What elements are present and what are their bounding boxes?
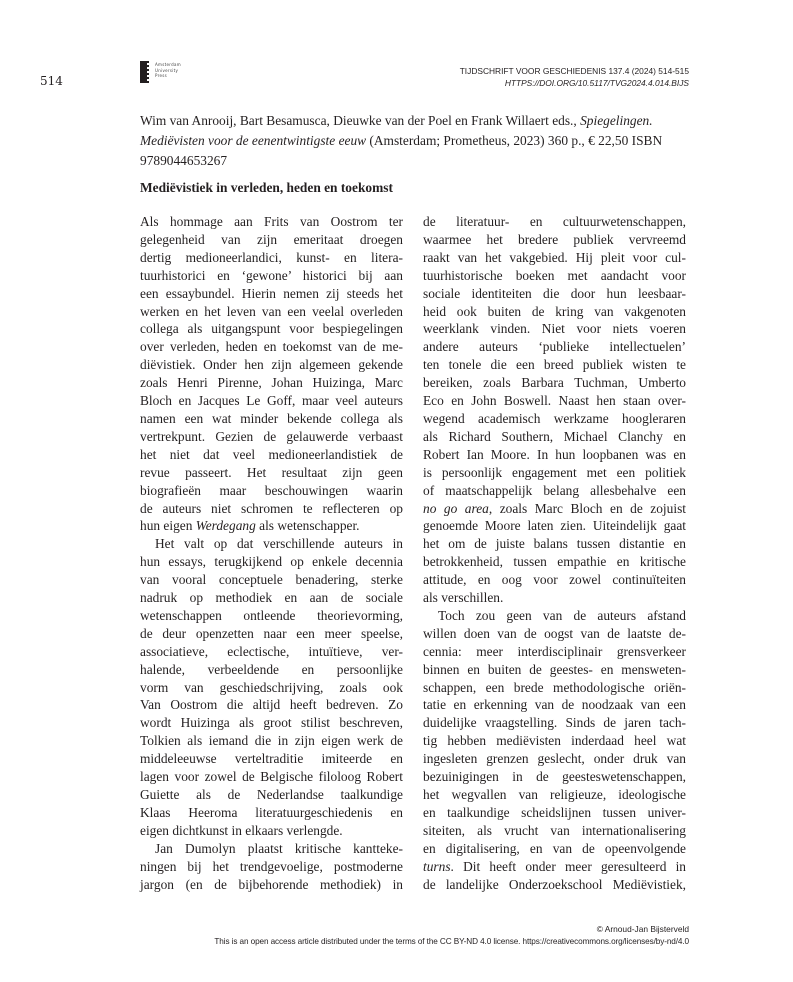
aup-logo-icon (140, 61, 147, 83)
text-line: over verleden, heden en toekomst van de me- (140, 339, 403, 355)
text-line: werken en het leven van een veelal overleden (140, 303, 403, 319)
text-line: turns. Dit heeft onder meer geresulteerd in (423, 858, 686, 874)
text-line: ingesleten grenzen geslecht, onder druk van (423, 751, 686, 767)
text-line: en digitalisering, en van de opeenvolgende (423, 840, 686, 856)
text-line: willen doen van de oogst van de laatste de- (423, 625, 686, 641)
book-citation (140, 111, 688, 171)
body-column-left (140, 213, 403, 893)
text-line: Als hommage aan Frits van Oostrom ter (140, 214, 403, 229)
text-line: Robert Ian Moore. In hun loopbanen was en (423, 446, 686, 462)
logo-line: Press (155, 73, 168, 78)
logo-line: University (155, 67, 179, 73)
book-authors: Wim van Anrooij, Bart Besamusca, Dieuwke van der Poel en Frank Willaert eds., (140, 113, 581, 128)
text-line: waarmee het bredere publiek vervreemd (423, 231, 686, 247)
text-line: Guiette als de Nederlandse taalkundige (140, 787, 403, 802)
text-line: vorm van geschiedschrijving, zoals ook (140, 679, 403, 695)
publisher-logo (140, 61, 181, 83)
text-line: is persoonlijk engagement met een politiek (423, 464, 686, 480)
text-line: jargon (en de bijbehorende methodiek) in (140, 876, 403, 892)
publisher-logo-text (155, 62, 181, 79)
journal-header (460, 65, 689, 89)
journal-citation: TIJDSCHRIFT VOOR GESCHIEDENIS 137.4 (2024) 514-515 (459, 66, 689, 76)
doi-link[interactable]: HTTPS://DOI.ORG/10.5117/TVG2024.4.014.BIJS (504, 78, 689, 88)
text-line: zoals Henri Pirenne, Johan Huizinga, Marc (140, 375, 403, 391)
logo-line: Amsterdam (155, 62, 181, 67)
text-line: siteiten, als vrucht van internationalisering (423, 822, 686, 838)
italic-term: no go area (423, 500, 489, 516)
text-line: tig hebben mediëvisten inderdaad heel wat (423, 733, 686, 749)
text-line: tuurhistorici en ‘gewone’ historici bij aan (140, 267, 403, 283)
text-line: bezuinigingen in de geesteswetenschappen, (423, 769, 686, 785)
text-line: Tolkien als iemand die in zijn eigen werk de (140, 733, 403, 749)
license-notice: This is an open access article distributed under the terms of the CC BY-ND 4.0 license. https://creativecommons.org/licenses/by-nd/4.0 (214, 937, 689, 946)
text-line: wordt Huizinga als groot stilist beschreven, (140, 715, 403, 731)
text-line: de auteurs niet schromen te reflecteren op (140, 500, 403, 516)
text-line: tatie en erkenning van de noodzaak van een (423, 697, 686, 713)
page-number: 514 (40, 74, 63, 88)
text-line: van vooral conceptuele benadering, sterke (140, 572, 403, 588)
text-line: namen een wat minder bekende collega als (140, 410, 403, 426)
body-column-right (423, 213, 686, 893)
text-line: en taalkundige scheidslijnen tussen univer- (423, 804, 686, 820)
text-line: diëvistiek. Onder hen zijn algemeen gekende (140, 357, 403, 373)
text-line: associatieve, eclectische, intuïtieve, ver- (140, 643, 403, 659)
text-line: middeleeuwse verteltraditie imiteerde en (140, 751, 403, 767)
article-title: Mediëvistiek in verleden, heden en toekomst (140, 180, 393, 195)
text-line: binnen en buiten de geestes- en mensweten- (423, 661, 686, 677)
text-line: de landelijke Onderzoekschool Mediëvistiek, (423, 876, 686, 892)
text-line: weerklank vinden. Niet voor niets voeren (423, 321, 686, 337)
text-line: vertrekpunt. Gezien de gelauwerde verbaast (140, 428, 403, 444)
text-line: de literatuur- en cultuurwetenschappen, (423, 214, 686, 229)
text-line: genoemde Moore laten zien. Uiteindelijk gaat (423, 518, 686, 534)
text-line: hun essays, terugkijkend op enkele decennia (140, 554, 403, 570)
text-line: gelegenheid van zijn emeritaat droegen (140, 231, 403, 247)
text-line: revue passeert. Het resultaat zijn geen (140, 464, 403, 480)
text-line: of maatschappelijk belang allesbehalve een (423, 482, 686, 498)
text-line: wetenschappen ontleende theorievorming, (140, 607, 403, 623)
text-line: bereiken, zoals Barbara Tuchman, Umberto (423, 375, 686, 391)
text-line: Jan Dumolyn plaatst kritische kantteke- (155, 840, 403, 856)
text-line: no go area, zoals Marc Bloch en de zojuist (423, 500, 687, 516)
text-line: schappen, een brede methodologische oriën- (423, 679, 686, 695)
copyright-notice: © Arnoud-Jan Bijsterveld (596, 924, 689, 934)
text-line: collega als uitgangspunt voor bespiegelingen (140, 321, 403, 337)
text-line: de deur openzetten naar een meer speelse, (140, 625, 403, 641)
text-line: hun eigen Werdegang als wetenschapper. (140, 518, 360, 534)
text-line: als verschillen. (423, 590, 504, 606)
text-line: het om de juiste balans tussen distantie en (423, 536, 686, 552)
book-publication-info: (Amsterdam; Prometheus, 2023) 360 p., € 22,50 ISBN 9789044653267 (140, 133, 663, 168)
text-line: Het valt op dat verschillende auteurs in (155, 536, 403, 552)
text-line: Van Oostrom die altijd heeft bedreven. Zo (140, 697, 403, 713)
text-line: biografieën maar beschouwingen waarin (140, 482, 403, 498)
text-line: Eco en John Boswell. Naast hen staan over- (423, 393, 686, 409)
text-line: attitude, en oog voor zowel continuïteiten (423, 572, 686, 588)
text-line: sociale identiteiten die door hun leesbaar- (423, 285, 686, 301)
text-line: heid ook buiten de kring van vakgenoten (423, 303, 686, 319)
text-line: ten tonele die een breed publiek wisten te (423, 357, 686, 373)
text-line: het niet dat veel medioneerlandistiek de (140, 446, 403, 462)
text-line: andere auteurs ‘publieke intellectuelen’ (423, 339, 686, 355)
text-line: ningen bij het trendgevoelige, postmoderne (140, 858, 403, 874)
text-line: wegend academisch werkzame hoogleraren (423, 410, 686, 426)
text-line: cennia: meer interdisciplinair grensverkeer (423, 643, 686, 659)
text-line: lagen voor zowel de Belgische filoloog Robert (140, 769, 403, 785)
text-line: raakt van het vakgebied. Hij pleit voor cul- (423, 249, 686, 265)
italic-term: Werdegang (195, 518, 256, 534)
text-line: betrokkenheid, tussen empathie en kritische (423, 554, 686, 570)
text-line: als Richard Southern, Michael Clanchy en (423, 428, 686, 444)
text-line: eigen dichtkunst in elkaars verlengde. (140, 822, 343, 838)
italic-term: turns (423, 858, 451, 874)
text-line: tuurhistorische boeken met aandacht voor (423, 267, 686, 283)
text-line: Bloch en Jacques Le Goff, maar veel auteurs (140, 393, 403, 409)
text-line: duidelijke vraagstelling. Sinds de jaren tach- (423, 715, 686, 731)
text-line: het wegvallen van religieuze, ideologische (423, 787, 686, 802)
text-line: halende, verbeeldende en persoonlijke (140, 661, 403, 677)
text-line: Klaas Heeroma literatuurgeschiedenis en (140, 804, 403, 820)
text-line: dertig medioneerlandici, kunst- en litera- (140, 249, 403, 265)
text-line: nadruk op methodiek en aan de sociale (140, 590, 403, 606)
book-title: Spiegelingen. Mediëvisten voor de eenentwintigste eeuw (140, 113, 653, 148)
text-line: een essaybundel. Hierin nemen zij steeds het (140, 285, 403, 301)
text-line: Toch zou geen van de auteurs afstand (438, 607, 686, 623)
